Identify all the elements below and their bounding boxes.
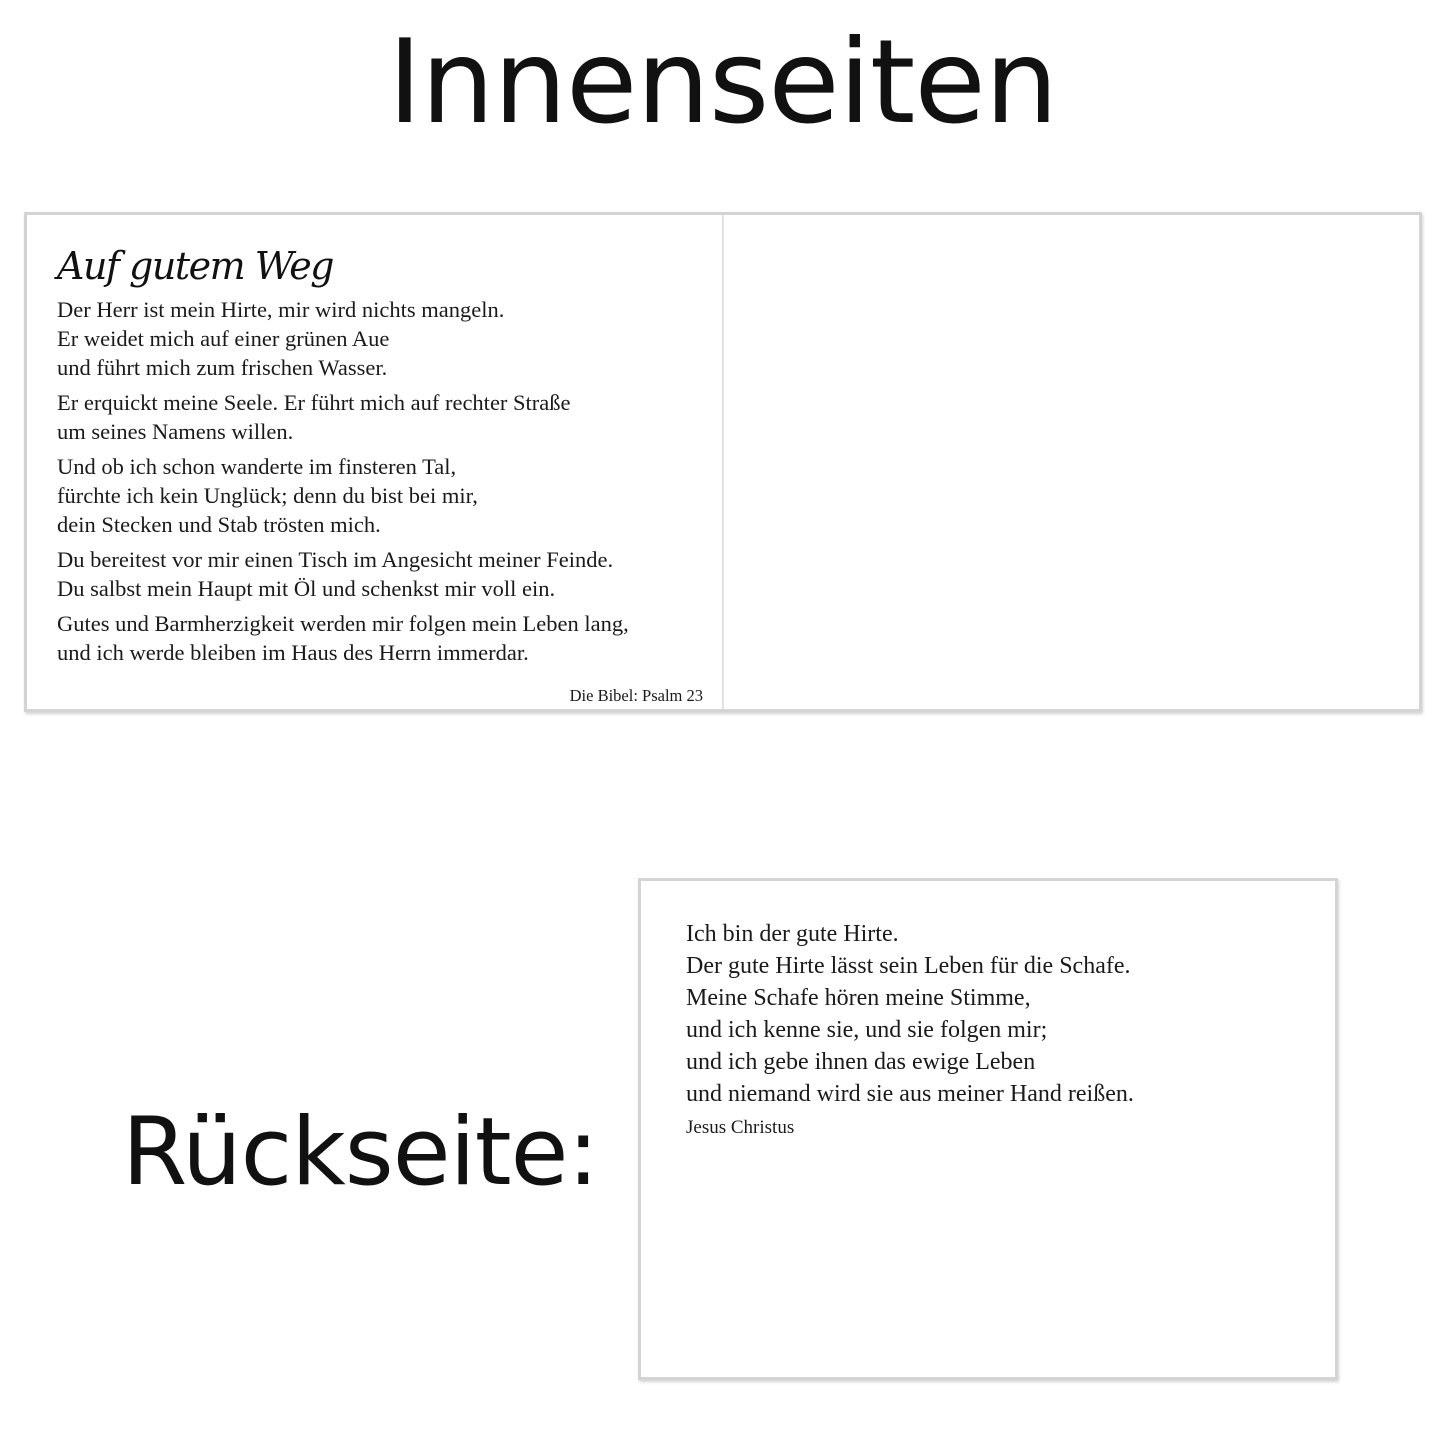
quote-author: Jesus Christus bbox=[686, 1117, 795, 1138]
quote-line: und ich gebe ihnen das ewige Leben bbox=[686, 1049, 1036, 1075]
psalm-line: dein Stecken und Stab trösten mich. bbox=[57, 512, 381, 537]
psalm-line: Der Herr ist mein Hirte, mir wird nichts mangeln. bbox=[57, 297, 505, 322]
quote-line: und niemand wird sie aus meiner Hand reißen. bbox=[686, 1081, 1134, 1107]
card-title: Auf gutem Weg bbox=[57, 244, 334, 288]
back-side-heading: Rückseite: bbox=[122, 1098, 599, 1207]
psalm-line: fürchte ich kein Unglück; denn du bist bei mir, bbox=[57, 483, 478, 508]
psalm-line: Du salbst mein Haupt mit Öl und schenkst mir voll ein. bbox=[57, 576, 556, 601]
psalm-stanza bbox=[57, 452, 703, 539]
psalm-line: und ich werde bleiben im Haus des Herrn immerdar. bbox=[57, 640, 529, 665]
back-card bbox=[638, 878, 1338, 1380]
inside-card bbox=[24, 212, 1422, 712]
psalm-line: Er weidet mich auf einer grünen Aue bbox=[57, 326, 390, 351]
psalm-stanza bbox=[57, 388, 703, 446]
psalm-line: Du bereitest vor mir einen Tisch im Angesicht meiner Feinde. bbox=[57, 547, 614, 572]
quote-line: Meine Schafe hören meine Stimme, bbox=[686, 985, 1031, 1011]
psalm-line: und führt mich zum frischen Wasser. bbox=[57, 355, 388, 380]
quote-line: und ich kenne sie, und sie folgen mir; bbox=[686, 1017, 1048, 1043]
psalm-stanza bbox=[57, 295, 703, 382]
psalm-line: Und ob ich schon wanderte im finsteren Tal, bbox=[57, 454, 457, 479]
psalm-stanza bbox=[57, 609, 703, 667]
psalm-line: Gutes und Barmherzigkeit werden mir folgen mein Leben lang, bbox=[57, 611, 629, 636]
back-quote bbox=[686, 918, 1134, 1140]
quote-line: Der gute Hirte lässt sein Leben für die Schafe. bbox=[686, 953, 1131, 979]
psalm-line: Er erquickt meine Seele. Er führt mich auf rechter Straße bbox=[57, 390, 571, 415]
card-fold-line bbox=[722, 215, 724, 709]
psalm-line: um seines Namens willen. bbox=[57, 419, 294, 444]
inside-pages-heading: Innenseiten bbox=[387, 15, 1058, 150]
quote-line: Ich bin der gute Hirte. bbox=[686, 921, 899, 947]
psalm-source: Die Bibel: Psalm 23 bbox=[569, 686, 703, 705]
psalm-stanza bbox=[57, 545, 703, 603]
inside-left-panel bbox=[57, 243, 703, 703]
